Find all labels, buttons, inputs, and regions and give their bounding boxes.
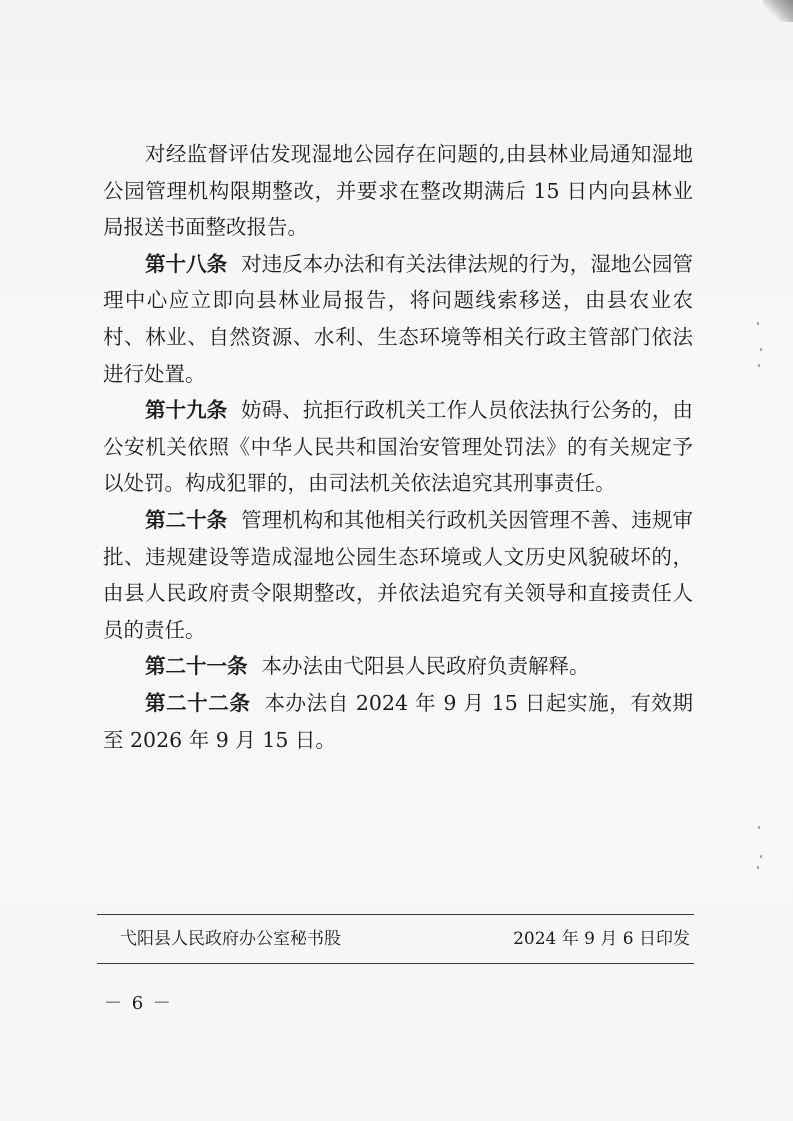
article-20 bbox=[103, 502, 693, 648]
scan-speck bbox=[760, 855, 762, 858]
article-text: 妨碍、抗拒行政机关工作人员依法执行公务的，由公安机关依照《中华人民共和国治安管理处罚法》的有关规定予以处罚。构成犯罪的，由司法机关依法追究其刑事责任。 bbox=[103, 398, 694, 496]
article-22 bbox=[103, 685, 693, 758]
page-number: － 6 － bbox=[104, 993, 173, 1014]
article-19 bbox=[103, 392, 693, 502]
article-text: 管理机构和其他相关行政机关因管理不善、违规审批、违规建设等造成湿地公园生态环境或人文历史风貌破坏的，由县人民政府责令限期整改，并依法追究有关领导和直接责任人员的责任。 bbox=[103, 507, 694, 642]
footer-top-rule bbox=[97, 914, 694, 915]
article-number: 第十九条 bbox=[145, 398, 228, 423]
scan-speck bbox=[757, 866, 759, 869]
footer-issuer: 弋阳县人民政府办公室秘书股 bbox=[120, 929, 341, 949]
scan-speck bbox=[760, 348, 762, 351]
footer-bottom-rule bbox=[97, 963, 694, 964]
article-text: 对违反本办法和有关法律法规的行为，湿地公园管理中心应立即向县林业局报告，将问题线索移送，由县农业农村、林业、自然资源、水利、生态环境等相关行政主管部门依法进行处置。 bbox=[103, 251, 694, 386]
article-18 bbox=[103, 246, 693, 392]
page-corner-shadow bbox=[763, 0, 793, 22]
document-body bbox=[103, 136, 693, 758]
article-21 bbox=[103, 648, 693, 685]
scan-speck bbox=[758, 826, 760, 829]
article-text: 本办法由弋阳县人民政府负责解释。 bbox=[261, 654, 590, 679]
article-number: 第十八条 bbox=[145, 251, 228, 276]
article-number: 第二十二条 bbox=[145, 690, 251, 715]
article-number: 第二十一条 bbox=[145, 654, 248, 679]
scan-speck bbox=[757, 322, 759, 325]
scan-speck bbox=[758, 364, 760, 367]
footer-date: 2024 年 9 月 6 日印发 bbox=[513, 929, 690, 949]
article-text: 本办法自 2024 年 9 月 15 日起实施，有效期至 2026 年 9 月 15 日。 bbox=[103, 690, 693, 752]
paragraph-text: 对经监督评估发现湿地公园存在问题的,由县林业局通知湿地公园管理机构限期整改，并要求在整改期满后 15 日内向县林业局报送书面整改报告。 bbox=[103, 142, 693, 240]
paragraph-intro bbox=[103, 136, 693, 246]
article-number: 第二十条 bbox=[145, 507, 228, 532]
